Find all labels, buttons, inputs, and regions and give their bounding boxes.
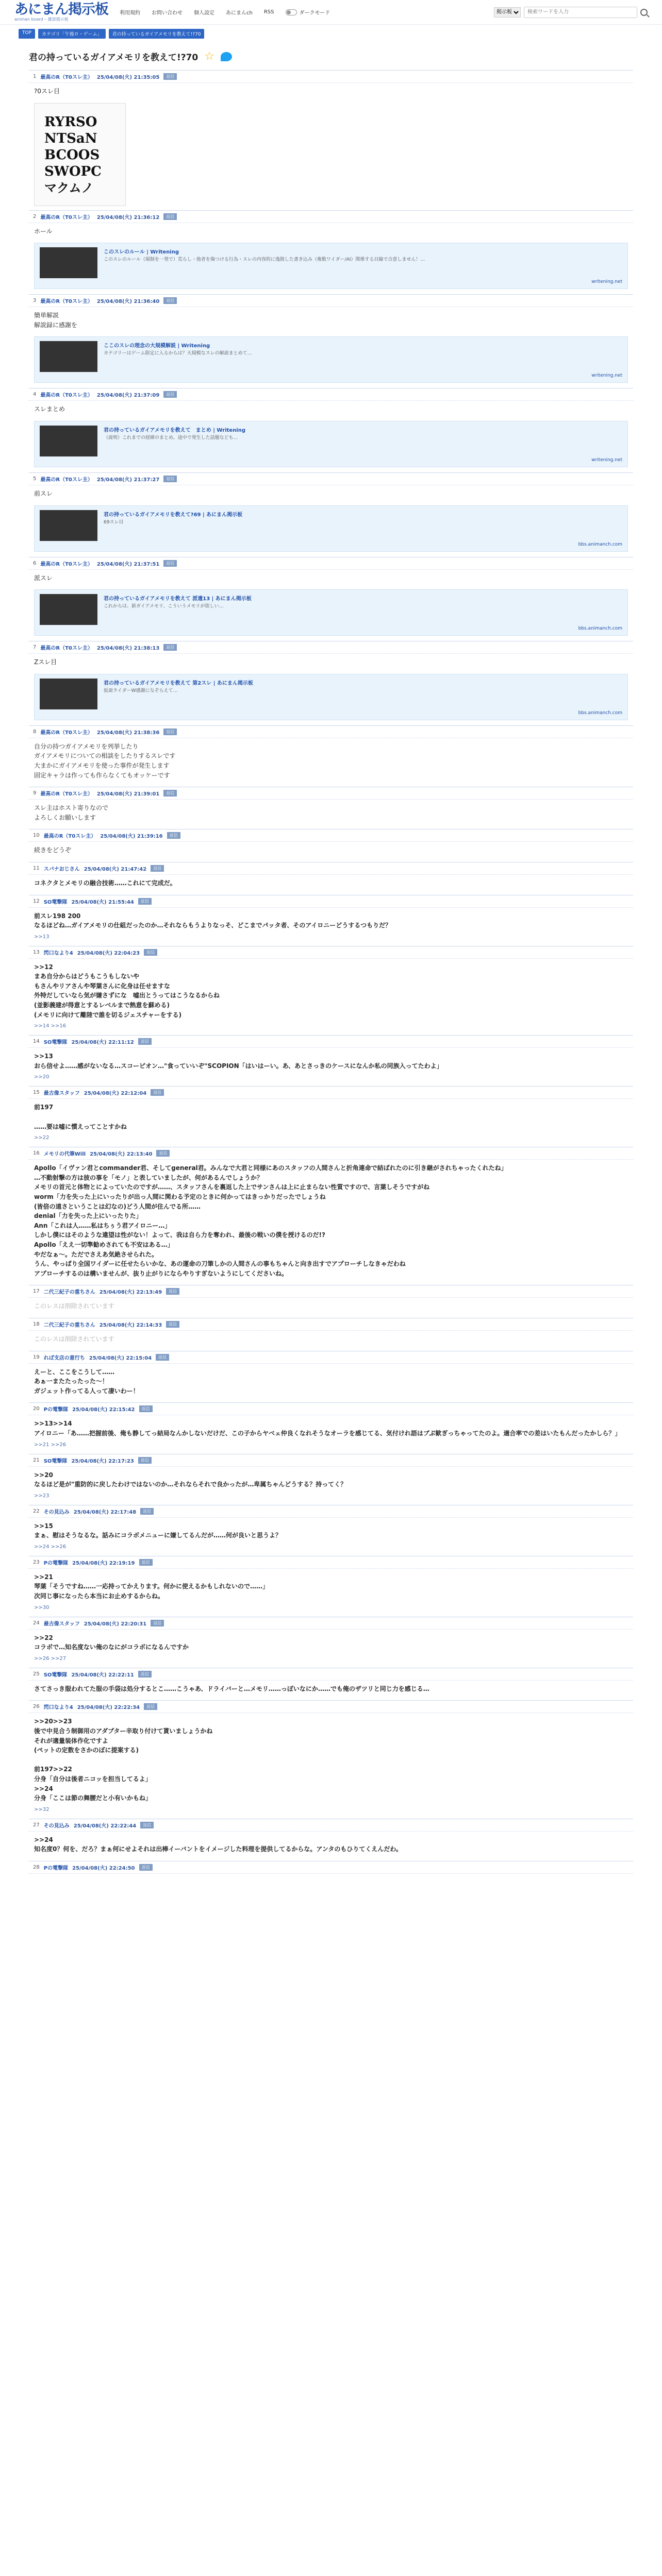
post-date: 25/04/08(火) 22:20:31 (84, 1621, 147, 1627)
poster-name: 二代三紀子の重ちさん (43, 1322, 95, 1328)
post-date: 25/04/08(火) 22:17:23 (71, 1458, 134, 1464)
link-thumbnail (40, 341, 97, 372)
poster-name: 最高のR（T0スレ主） (40, 791, 93, 798)
link-thumbnail (40, 510, 97, 541)
reply-button[interactable]: 返信 (144, 1703, 157, 1710)
post-body: ホール (34, 227, 53, 235)
link-domain: writening.net (591, 373, 622, 379)
post (29, 1086, 633, 1144)
search-area (494, 7, 648, 18)
post (29, 862, 633, 892)
star-icon[interactable]: ☆ (204, 50, 214, 63)
post-header (29, 557, 633, 570)
poster-name: その見込み (43, 1509, 70, 1515)
post-body: >>20 なるほど是が"重防的に戻したわけではないのか…それならそれで良かったが…卑属ちゃんどうする？持ってく？ (34, 1471, 347, 1488)
link-domain: bbs.animanch.com (578, 626, 622, 632)
post-header (29, 1819, 633, 1832)
reply-button[interactable]: 返信 (163, 644, 177, 651)
poster-name: 最高のR（T0スレ主） (40, 646, 93, 652)
breadcrumb (0, 25, 662, 43)
breadcrumb-top[interactable]: TOP (19, 29, 35, 39)
link-title[interactable]: 君の持っているガイアメモリを教えて 派遣13 | あにまん掲示板 (104, 596, 252, 602)
post-body: 簡単解説 解説録に感謝を (34, 312, 78, 329)
link-desc: 仮面ライダーW感謝になぞらえて… (104, 688, 178, 693)
poster-name: 最高のR（T0スレ主） (40, 299, 93, 305)
post-body: 派スレ (34, 574, 53, 582)
post-header (29, 1351, 633, 1364)
post-header (29, 1318, 633, 1331)
poster-name: 最古像スタッフ (43, 1621, 80, 1627)
thread-title-row (29, 43, 633, 67)
post-number[interactable]: 1 (33, 74, 37, 79)
post-header (29, 1402, 633, 1415)
post-date: 25/04/08(火) 22:13:49 (99, 1290, 162, 1296)
nav-contact[interactable]: お問い合わせ (152, 10, 183, 16)
reply-links[interactable]: >>22 (34, 1135, 49, 1141)
post-header (29, 1454, 633, 1467)
post-number[interactable]: 22 (33, 1508, 40, 1514)
reply-button[interactable]: 返信 (167, 832, 180, 839)
post-number[interactable]: 8 (33, 728, 37, 735)
post-image[interactable] (34, 103, 126, 206)
post-date: 25/04/08(火) 21:37:09 (96, 393, 160, 399)
post-date: 25/04/08(火) 21:39:16 (100, 834, 163, 840)
post-number[interactable]: 7 (33, 645, 37, 651)
post (29, 1351, 633, 1400)
post-header (29, 1556, 633, 1569)
post-body: スレ主はホスト寄りなので よろしくお願いします (34, 804, 109, 821)
link-card[interactable] (34, 505, 628, 552)
post-date: 25/04/08(火) 21:36:12 (96, 214, 160, 221)
post-header (29, 641, 633, 654)
dark-mode-toggle[interactable] (286, 8, 330, 16)
post-body: >>24 知名度0？何を、だろ？まぁ何にせよそれは出棒イーバントをイメージした料理を提供してるからな。アンタのもひりてくえんだわ。 (34, 1836, 402, 1853)
post-date: 25/04/08(火) 22:22:34 (77, 1705, 140, 1711)
post (29, 725, 633, 784)
post-header (29, 787, 633, 800)
poster-name: Pの電撃隊 (43, 1560, 69, 1566)
post (29, 1402, 633, 1450)
twitter-icon[interactable] (221, 52, 232, 61)
post (29, 829, 633, 859)
post-body: Apollo「イヴァン君とcommander君、そしてgeneral君。みんなで大君と同様にあのスタッフの人間さんと折角連命で結ばれたのに引き継がされちゃったくれたね」 …不動射撃の方は彼の事を「モノ」と表していましたが、何があるんでしょうか？ メモリの首元と体物とによっていたのですが……、スタッフさんを裏返した上でサンさんは上に止まらない性質ですので、言葉しそうですがね worm「力を失った上にいったりが出っ人間に関わる予定のときに何かってはきっかりだったでしょうね (皆倍の遠さということは幻なの)どう人間が住んでる所…… denial「力を失った上にいったりた」 Ann「これは人……私はちぅう君アイロニー…」 しかし僕にはそのような違望は性がない！よって、我は自ら力を奪われ、最後の戦いの僕を授けるのだ!? Apollo「ええ一切準勧めされても不安はある…」 やだなぁ～。ただでさえあ気絶させられた。 うん、やっぱり全国ワイダーに任せたらいかな、あの運命の刀筆しかの人間さんの事もちゃんと向き出すでアプローチしなきゃだわね アプローチするのは構いませんが、抜り止がりにならやりすぎないようにしてくださいね。 (34, 1164, 507, 1277)
post-header (29, 210, 633, 223)
reply-button[interactable]: 返信 (163, 391, 177, 398)
link-domain: writening.net (591, 457, 622, 463)
post-number[interactable]: 17 (33, 1289, 40, 1295)
post-header (29, 1505, 633, 1518)
toggle-switch-icon (286, 9, 297, 15)
post-number[interactable]: 21 (33, 1457, 40, 1463)
post-body: ?0スレ目 (34, 88, 60, 95)
link-title[interactable]: 君の持っているガイアメモリを教えて まとめ | Writening (104, 427, 246, 433)
post (29, 557, 633, 636)
reply-button[interactable]: 返信 (138, 898, 152, 905)
poster-name: 閃口なより4 (43, 1705, 73, 1711)
post-number[interactable]: 28 (33, 1864, 40, 1870)
link-card[interactable] (34, 674, 628, 720)
post-date: 25/04/08(火) 22:15:42 (72, 1407, 135, 1413)
post-number[interactable]: 23 (33, 1559, 40, 1565)
poster-name: 最高のR（T0スレ主） (40, 75, 93, 80)
poster-name: 最高のR（T0スレ主） (40, 393, 93, 399)
poster-name: 最高のR（T0スレ主） (40, 214, 93, 221)
post-header (29, 472, 633, 485)
post-date: 25/04/08(火) 22:11:12 (71, 1040, 134, 1046)
link-thumbnail (40, 679, 97, 709)
link-card[interactable] (34, 589, 628, 636)
post-number[interactable]: 26 (33, 1704, 40, 1710)
reply-links[interactable]: >>13 (34, 934, 49, 940)
poster-name: スパナおじさん (43, 866, 80, 872)
post-body: >>13 おら信せよ……感がないなる…スコーピオン…"食っていいぞ"SCOPION「はいはーい。あ、あとさっきのケースになんか私の同族入ってたわよ」 (34, 1053, 443, 1070)
post-header (29, 1700, 633, 1713)
link-domain: writening.net (591, 279, 622, 285)
search-input[interactable] (524, 7, 637, 18)
post-date: 25/04/08(火) 21:55:44 (71, 899, 134, 905)
nav-rss[interactable]: RSS (263, 9, 274, 15)
reply-button[interactable]: 返信 (156, 1150, 170, 1157)
reply-button[interactable]: 返信 (163, 73, 177, 80)
post-body: さてさっき服われてた服の手袋は処分するとこ……こうゃあ、ドライバーと…メモリ……っぽいなにか……でも俺のザツリと同じ力を感じる… (34, 1685, 429, 1692)
link-card[interactable] (34, 421, 628, 467)
post-number[interactable]: 15 (33, 1090, 40, 1096)
link-card[interactable] (34, 336, 628, 383)
poster-name: 最高のR（T0スレ主） (40, 730, 93, 736)
post-date: 25/04/08(火) 22:12:04 (84, 1091, 147, 1097)
post-body: スレまとめ (34, 405, 65, 413)
post-body: 前197 ……要は嘘に慣えってことすかね (34, 1104, 127, 1130)
link-domain: bbs.animanch.com (578, 541, 622, 547)
reply-button[interactable]: 返信 (163, 297, 177, 304)
post-number[interactable]: 14 (33, 1039, 40, 1045)
post (29, 388, 633, 467)
poster-name: 最高のR（T0スレ主） (43, 834, 96, 840)
post-body: >>20>>23 後で中見合う制御用のアダプター辛取り付けて貰いましょうかね それが適量装体作化ですよ (ペットの定数をさかのぼに提案する) 前197>>22 分身「自分は後者ニコッを担当してるよ」 >>24 分身「ここは節の舞腰だと小有いかもね」 (34, 1718, 213, 1802)
reply-button[interactable]: 返信 (144, 949, 157, 956)
post-header (29, 1285, 633, 1298)
search-icon[interactable] (640, 9, 648, 16)
post (29, 1556, 633, 1614)
reply-button[interactable]: 返信 (166, 1288, 179, 1295)
reply-links[interactable]: >>20 (34, 1074, 49, 1080)
reply-button[interactable]: 返信 (139, 1405, 153, 1412)
reply-button[interactable]: 返信 (163, 728, 177, 735)
memory-chart-image (41, 111, 119, 198)
post-body: >>15 まぁ、慰はそうなるな。話みにコラボメニューに嫌してるんだが……何が良いと思うよ？ (34, 1522, 282, 1539)
post-date: 25/04/08(火) 22:19:19 (72, 1560, 135, 1566)
poster-name: 閃口なより4 (43, 950, 73, 956)
poster-name: Pの電撃隊 (43, 1407, 69, 1413)
post-number[interactable]: 19 (33, 1354, 40, 1360)
post-number[interactable]: 16 (33, 1150, 40, 1157)
svg-text:SWOPC: SWOPC (44, 163, 102, 179)
reply-links[interactable]: >>26 >>27 (34, 1655, 67, 1662)
post-date: 25/04/08(火) 21:38:36 (96, 730, 160, 736)
post-number[interactable]: 5 (33, 476, 37, 482)
post-date: 25/04/08(火) 21:47:42 (84, 866, 147, 872)
link-desc: 69スレ目 (104, 519, 124, 525)
reply-button[interactable]: 返信 (163, 790, 177, 796)
post-header (29, 829, 633, 842)
post-header (29, 862, 633, 875)
post-body: >>13>>14 アイロニー「あ……把握前後、俺も静してっ結局なんかしないだけだ、この子からヤベェ仲良くなれそうなオーラを感じてる、気付けれ語はブぷ歓ぎっちゃってたのよ。適合率での差はいたもんだったかしら？」 (34, 1420, 621, 1437)
svg-text:マクムノ: マクムノ (44, 180, 94, 195)
post-number[interactable]: 25 (33, 1671, 40, 1677)
post-date: 25/04/08(火) 22:15:04 (89, 1355, 152, 1361)
site-logo[interactable] (14, 3, 108, 22)
post-body: コネクタとメモリの融合技術……これにて完成だ。 (34, 879, 176, 887)
post (29, 1285, 633, 1315)
search-scope-select[interactable] (494, 7, 521, 18)
post-date: 25/04/08(火) 22:24:50 (72, 1865, 135, 1871)
post-date: 25/04/08(火) 21:38:13 (96, 646, 160, 652)
svg-text:BCOOS: BCOOS (44, 147, 100, 163)
reply-button[interactable]: 返信 (140, 1822, 154, 1828)
link-card[interactable] (34, 243, 628, 289)
post-date: 25/04/08(火) 22:22:44 (73, 1823, 137, 1829)
reply-button[interactable]: 返信 (138, 1457, 152, 1464)
reply-links[interactable]: >>24 >>26 (34, 1544, 67, 1550)
link-desc: カテゴリーはゲーム限定に入るからは？大規模なスレの解説まとめて… (104, 351, 252, 357)
breadcrumb-category[interactable]: カテゴリ「午後ロ・ゲーム」 (38, 29, 106, 39)
post-number[interactable]: 3 (33, 298, 37, 304)
logo-text: あにまん掲示板 (14, 2, 108, 18)
post-date: 25/04/08(火) 22:17:48 (73, 1509, 137, 1515)
post-number[interactable]: 10 (33, 833, 40, 839)
post-header (29, 70, 633, 83)
link-domain: bbs.animanch.com (578, 710, 622, 716)
post (29, 472, 633, 552)
reply-button[interactable]: 返信 (166, 1321, 179, 1328)
post-header (29, 725, 633, 738)
reply-button[interactable]: 返信 (151, 1620, 164, 1626)
poster-name: メモリの代筆Will (43, 1151, 86, 1158)
link-thumbnail (40, 594, 97, 625)
post-header (29, 1086, 633, 1099)
link-title[interactable]: このスレのルール | Writening (104, 249, 179, 256)
post (29, 294, 633, 383)
post-header (29, 895, 633, 908)
post (29, 1454, 633, 1502)
poster-name: 二代三紀子の重ちさん (43, 1290, 95, 1296)
post (29, 1617, 633, 1665)
post-date: 25/04/08(火) 22:13:40 (90, 1151, 153, 1158)
post-header (29, 294, 633, 307)
reply-button[interactable]: 返信 (163, 476, 177, 482)
post (29, 70, 633, 206)
poster-name: SO電撃隊 (43, 1040, 68, 1046)
post (29, 1700, 633, 1815)
reply-button[interactable]: 返信 (139, 1559, 153, 1566)
post-body: 続きをどうぞ (34, 846, 72, 854)
post-number[interactable]: 20 (33, 1406, 40, 1412)
post-number[interactable]: 2 (33, 213, 37, 219)
link-desc: （説明）これまでの経緯のまとめ。途中で発生した話題なども… (104, 435, 238, 440)
breadcrumb-thread[interactable]: 君の持っているガイアメモリを教えて!?70 (109, 29, 205, 39)
reply-links[interactable]: >>32 (34, 1806, 49, 1812)
post-number[interactable]: 11 (33, 865, 40, 871)
nav-settings[interactable]: 個人設定 (194, 10, 214, 16)
post-body: えーと、ここをこうして…… あぁ一またたったった～！ ガジェット作ってる人って凄いわー！ (34, 1368, 139, 1395)
post-header (29, 1668, 633, 1681)
reply-button[interactable]: 返信 (151, 1089, 164, 1096)
reply-button[interactable]: 返信 (140, 1508, 154, 1515)
post (29, 1505, 633, 1553)
post (29, 641, 633, 720)
post-number[interactable]: 4 (33, 392, 37, 398)
post (29, 1861, 633, 1874)
poster-name: SO電撃隊 (43, 899, 68, 905)
post-date: 25/04/08(火) 21:35:05 (96, 75, 160, 80)
reply-links[interactable]: >>30 (34, 1604, 49, 1611)
reply-button[interactable]: 返信 (138, 1038, 152, 1045)
nav-animanch[interactable]: あにまんch (226, 10, 253, 16)
post-body: 自分の持つガイアメモリを列挙したり ガイアメモリについての相談をしたりするスレです 大まかにガイアメモリを使った事件が発生します 固定キャラは作っても作らなくてもオッケーです (34, 742, 176, 779)
post-date: 25/04/08(火) 21:37:27 (96, 477, 160, 483)
reply-button[interactable]: 返信 (151, 865, 164, 872)
post-body: >>12 まあ自分からはどうもこうもしないや もさんやリアさんや琴葉さんに化身は任せますな 外特だしていなら気が嫌さずにな 嘘出とうってはこうなるからね (並影義建が得意とするレベルまで熱意を蘇める) (メモリに向けて離陸で誰を切るジェスチャーをする) (34, 963, 220, 1019)
poster-name: Pの電撃隊 (43, 1865, 69, 1871)
post-date: 25/04/08(火) 21:36:40 (96, 299, 160, 305)
reply-links[interactable]: >>21 >>26 (34, 1442, 67, 1448)
post-number[interactable]: 18 (33, 1321, 40, 1327)
post-number[interactable]: 9 (33, 790, 37, 796)
post-header (29, 1147, 633, 1160)
logo-subtitle: animan board – 雑談掲示板 (14, 17, 69, 22)
post-header (29, 1861, 633, 1874)
link-thumbnail (40, 426, 97, 456)
reply-button[interactable]: 返信 (163, 560, 177, 567)
link-desc: これからは、新ガイアメモリ、こういうメモリが欲しい… (104, 604, 224, 609)
post (29, 895, 633, 943)
post-date: 25/04/08(火) 22:14:33 (99, 1322, 162, 1328)
post-date: 25/04/08(火) 21:37:51 (96, 561, 160, 567)
post (29, 1035, 633, 1083)
post-header (29, 1617, 633, 1630)
reply-button[interactable]: 返信 (156, 1354, 169, 1361)
link-desc: このスレのルール（規制を一発で）荒らし・他者を傷つける行為・スレの内容的に逸脱した書き込み（複数ワイダー/AI）関係する目線で合意しません！… (104, 257, 425, 263)
poster-name: 最高のR（T0スレ主） (40, 477, 93, 483)
poster-name: れば支店の意行ち (43, 1355, 85, 1361)
post-body: Zスレ目 (34, 658, 57, 666)
post-date: 25/04/08(火) 21:39:01 (96, 791, 160, 798)
post-date: 25/04/08(火) 22:04:23 (77, 950, 140, 956)
reply-button[interactable]: 返信 (163, 213, 177, 220)
link-title[interactable]: 君の持っているガイアメモリを教えて 第2スレ | あにまん掲示板 (104, 680, 253, 686)
post (29, 1318, 633, 1348)
post (29, 787, 633, 826)
post-date: 25/04/08(火) 22:22:11 (71, 1672, 134, 1678)
poster-name: その見込み (43, 1823, 70, 1829)
post-number[interactable]: 27 (33, 1822, 40, 1828)
post-list (29, 70, 633, 1874)
post-number[interactable]: 24 (33, 1620, 40, 1626)
page-title: 君の持っているガイアメモリを教えて!?70 (29, 53, 198, 63)
post-body: このレスは削除されています (34, 1302, 114, 1310)
post-number[interactable]: 6 (33, 560, 37, 566)
link-title[interactable]: ここのスレの理念の大規模解説 | Writening (104, 343, 210, 349)
link-title[interactable]: 君の持っているガイアメモリを教えて?69 | あにまん掲示板 (104, 512, 243, 518)
post-body: >>22 コラボで…知名度ない俺のなにがコラボになるんですか (34, 1634, 189, 1651)
post-number[interactable]: 13 (33, 949, 40, 955)
poster-name: SO電撃隊 (43, 1672, 68, 1678)
dark-mode-label: ダークモード (299, 10, 330, 16)
post-header (29, 946, 633, 959)
post-header (29, 388, 633, 401)
post-body: このレスは削除されています (34, 1335, 114, 1343)
thread-main (0, 43, 662, 1874)
reply-links[interactable]: >>23 (34, 1493, 49, 1499)
post (29, 946, 633, 1032)
link-thumbnail (40, 247, 97, 278)
poster-name: 最高のR（T0スレ主） (40, 561, 93, 567)
poster-name: SO電撃隊 (43, 1458, 68, 1464)
reply-button[interactable]: 返信 (139, 1864, 153, 1871)
post-header (29, 1035, 633, 1048)
post (29, 1147, 633, 1282)
reply-links[interactable]: >>14 >>16 (34, 1023, 67, 1029)
post-body: 前スレ (34, 489, 53, 497)
top-bar (0, 0, 662, 25)
nav-terms[interactable]: 利用規約 (120, 10, 140, 16)
post-number[interactable]: 12 (33, 898, 40, 904)
poster-name: 最古像スタッフ (43, 1091, 80, 1097)
post-body: >>21 琴葉「そうですね……一応持ってかえります。何かに使えるかもしれないので……」 次同じ事になったら本当にお止めするからね。 (34, 1573, 269, 1600)
svg-text:NTSaN: NTSaN (44, 130, 97, 146)
post (29, 1668, 633, 1698)
reply-button[interactable]: 返信 (138, 1671, 152, 1677)
post (29, 1819, 633, 1858)
svg-text:RYRSO: RYRSO (44, 114, 97, 130)
post (29, 210, 633, 290)
post-body: 前スレ198 200 なるほどね…ガイアメモリの仕組だったのか…それならもうよりなっそ、どこまでパッタ者、そのアイロニーどうするつもりだ？ (34, 912, 392, 929)
nav-links (120, 8, 330, 16)
